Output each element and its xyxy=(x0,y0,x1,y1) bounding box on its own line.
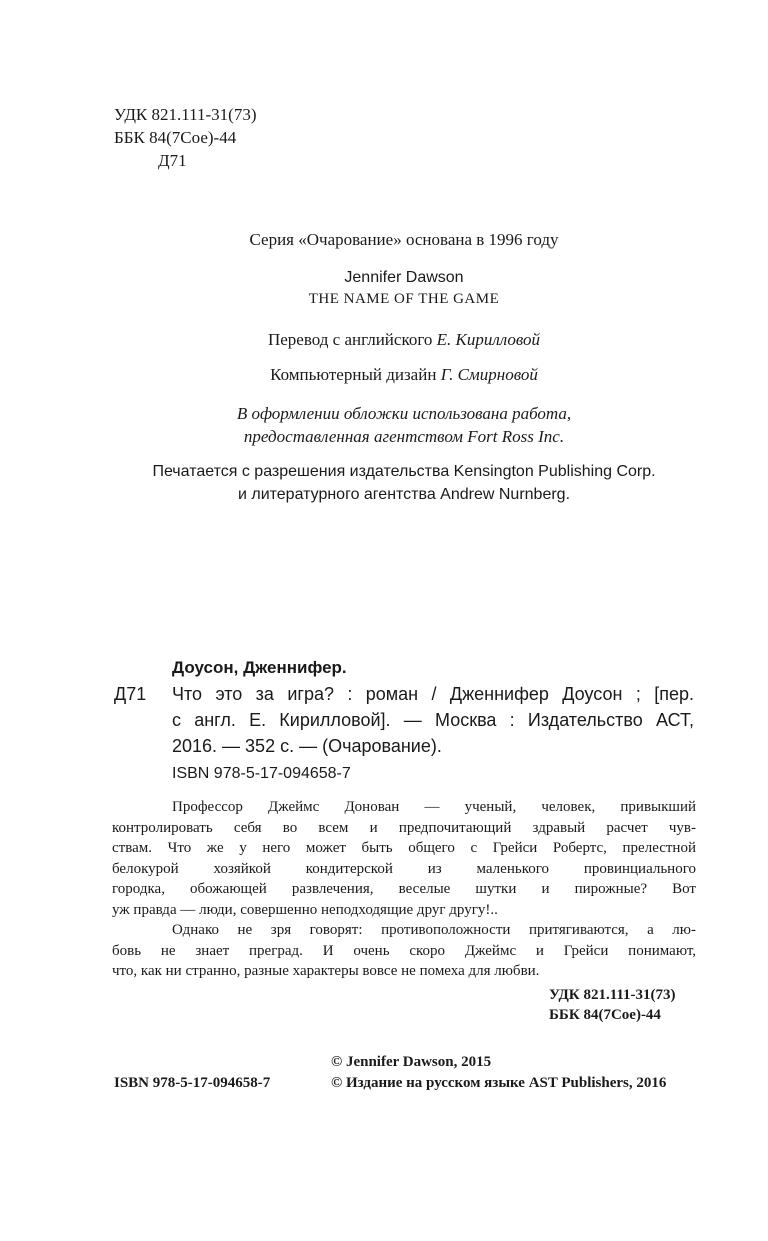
cover-note-line2 xyxy=(0,426,768,448)
permission-line2: и литературного агентства Andrew Nurnberg. xyxy=(237,486,571,503)
annotation-line: контролировать себя во всем и предпочитающий здравый расчет чув- xyxy=(112,819,696,836)
series-line: Серия «Очарование» основана в 1996 году xyxy=(249,230,559,249)
permission-line1: Печатается с разрешения издательства Kensington Publishing Corp. xyxy=(152,463,656,480)
biblio-mark: Д71 xyxy=(114,684,147,704)
biblio-line: Что это за игра? : роман / Дженнифер Доусон ; [пер. xyxy=(172,684,694,704)
bbk-code: ББК 84(7Сое)-44 xyxy=(114,128,237,147)
cover-note-text2: предоставленная агентством Fort Ross Inc. xyxy=(243,427,565,446)
translation-prefix: Перевод с английского xyxy=(267,330,433,349)
annotation-line: что, как ни странно, разные характеры вовсе не помеха для любви. xyxy=(112,963,540,979)
annotation xyxy=(112,797,696,982)
annotation-line: бовь не знает преград. И очень скоро Джеймс и Грейси понимают, xyxy=(112,942,696,959)
translator-name: Е. Кирилловой xyxy=(436,330,541,349)
cover-note-line1 xyxy=(0,403,768,425)
annotation-line: ствам. Что же у него может быть общего с Грейси Робертс, прелестной xyxy=(112,840,696,856)
author-mark: Д71 xyxy=(158,151,187,170)
biblio-line: с англ. Е. Кирилловой]. — Москва : Издательство АСТ, xyxy=(172,710,694,730)
footer-bbk: ББК 84(7Сое)-44 xyxy=(549,1007,661,1023)
footer-isbn: ISBN 978-5-17-094658-7 xyxy=(114,1075,271,1091)
annotation-line: белокурой хозяйкой кондитерской из маленького провинциального xyxy=(112,860,696,877)
biblio-heading: Доусон, Дженнифер. xyxy=(172,658,347,677)
design-prefix: Компьютерный дизайн xyxy=(270,365,437,384)
cover-note-text1: В оформлении обложки использована работа, xyxy=(236,404,572,423)
footer-udk: УДК 821.111-31(73) xyxy=(549,987,676,1003)
original-title: THE NAME OF THE GAME xyxy=(308,291,500,307)
biblio-line: 2016. — 352 с. — (Очарование). xyxy=(172,736,442,756)
annotation-line: городка, обожающей развлечения, веселые шутки и пирожные? Вот xyxy=(112,881,696,897)
udk-code: УДК 821.111-31(73) xyxy=(114,105,257,124)
original-author: Jennifer Dawson xyxy=(344,269,464,286)
designer-name: Г. Смирновой xyxy=(440,365,538,384)
annotation-line: Однако не зря говорят: противоположности притягиваются, а лю- xyxy=(172,922,696,938)
translation-credit xyxy=(0,329,768,351)
copyright-original: © Jennifer Dawson, 2015 xyxy=(331,1054,492,1070)
copyright-edition: © Издание на русском языке AST Publishers, 2016 xyxy=(331,1075,667,1091)
biblio-isbn: ISBN 978-5-17-094658-7 xyxy=(172,765,351,782)
annotation-line: уж правда — люди, совершенно неподходящие друг другу!.. xyxy=(112,901,498,918)
biblio-description xyxy=(172,681,694,759)
design-credit xyxy=(0,364,768,386)
annotation-line: Профессор Джеймс Донован — ученый, человек, привыкший xyxy=(172,799,696,815)
